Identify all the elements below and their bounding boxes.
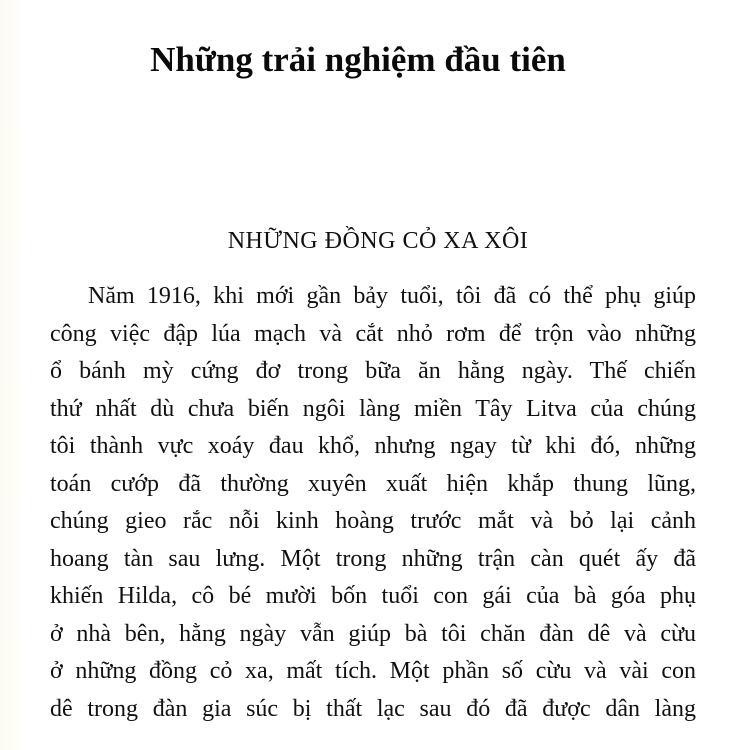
- chapter-title: Những trải nghiệm đầu tiên: [150, 40, 566, 79]
- paragraph-line: Năm 1916, khi mới gần bảy tuổi, tôi đã có thể phụ giúp: [88, 283, 696, 309]
- paragraph-line: ổ bánh mỳ cứng đơ trong bữa ăn hằng ngày. Thế chiến: [50, 358, 696, 384]
- paragraph-line: công việc đập lúa mạch và cắt nhỏ rơm để trộn vào những: [50, 320, 696, 347]
- paragraph-line: khiến Hilda, cô bé mười bốn tuổi con gái của bà góa phụ: [50, 583, 696, 609]
- paragraph-line: toán cướp đã thường xuyên xuất hiện khắp thung lũng,: [50, 470, 696, 497]
- body-paragraph: [50, 278, 696, 728]
- page-gutter-shadow: [0, 0, 22, 750]
- paragraph-line: ở những đồng cỏ xa, mất tích. Một phần số cừu và vài con: [50, 658, 696, 684]
- paragraph-line: hoang tàn sau lưng. Một trong những trận càn quét ấy đã: [50, 545, 696, 572]
- section-title: NHỮNG ĐỒNG CỎ XA XÔI: [227, 228, 529, 254]
- paragraph-line: dê trong đàn gia súc bị thất lạc sau đó đã được dân làng: [50, 695, 696, 722]
- paragraph-line: chúng gieo rắc nỗi kinh hoàng trước mắt và bỏ lại cảnh: [50, 508, 696, 534]
- paragraph-line: thứ nhất dù chưa biến ngôi làng miền Tây Litva của chúng: [50, 395, 696, 422]
- paragraph-line: ở nhà bên, hằng ngày vẫn giúp bà tôi chăn đàn dê và cừu: [50, 620, 696, 647]
- paragraph-line: tôi thành vực xoáy đau khổ, nhưng ngay từ khi đó, những: [50, 433, 696, 459]
